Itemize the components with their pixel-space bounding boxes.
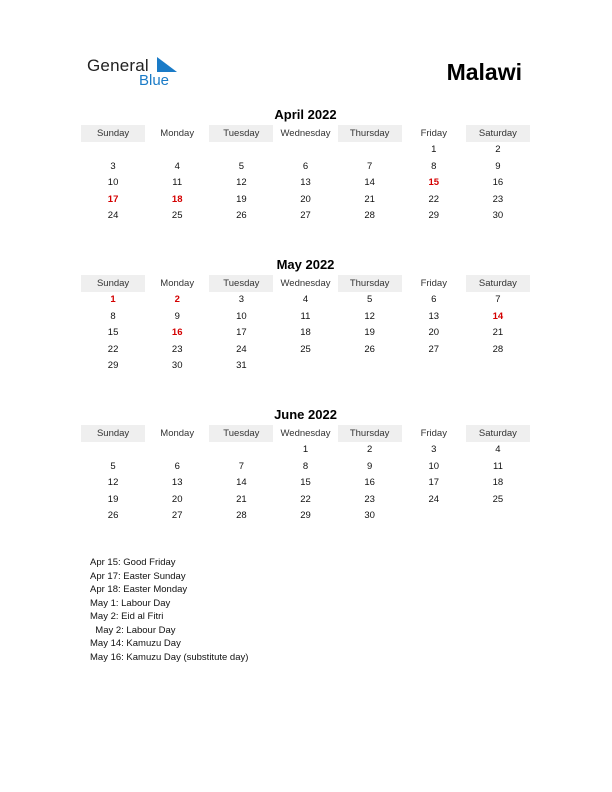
day-cell: 13 bbox=[428, 310, 440, 322]
weekday-header: Friday bbox=[402, 125, 466, 142]
day-cell: 27 bbox=[428, 343, 440, 355]
day-cell: 20 bbox=[428, 327, 440, 338]
weekday-header: Friday bbox=[402, 275, 466, 292]
day-cell: 7 bbox=[495, 294, 501, 305]
day-cell: 26 bbox=[107, 510, 119, 521]
day-cell: 1 bbox=[302, 444, 309, 455]
weekday-header-row bbox=[81, 275, 530, 292]
month-title: April 2022 bbox=[274, 107, 337, 122]
generalblue-logo bbox=[87, 56, 197, 92]
day-cell: 4 bbox=[302, 294, 309, 305]
day-cell: 21 bbox=[492, 327, 504, 338]
weekday-header: Saturday bbox=[478, 428, 517, 439]
day-cell: 16 bbox=[364, 477, 375, 488]
day-cell: 11 bbox=[172, 177, 183, 188]
holiday-day-cell: 1 bbox=[110, 294, 116, 305]
day-grid bbox=[81, 442, 530, 525]
day-cell: 5 bbox=[238, 160, 244, 172]
country-title: Malawi bbox=[446, 59, 522, 85]
day-cell: 4 bbox=[174, 160, 180, 172]
day-cell: 12 bbox=[236, 177, 247, 188]
holiday-list bbox=[90, 556, 248, 664]
day-grid bbox=[81, 142, 530, 225]
day-cell: 9 bbox=[174, 310, 180, 322]
day-cell: 11 bbox=[300, 310, 311, 322]
day-cell: 3 bbox=[238, 294, 244, 305]
day-cell: 24 bbox=[236, 343, 247, 355]
day-cell: 1 bbox=[431, 144, 437, 155]
day-cell: 4 bbox=[495, 444, 501, 455]
day-cell: 12 bbox=[364, 310, 375, 322]
month-may bbox=[81, 256, 530, 375]
day-cell: 22 bbox=[107, 343, 119, 355]
holiday-day-cell: 2 bbox=[174, 294, 180, 305]
empty-day-cell bbox=[81, 442, 145, 459]
day-cell: 15 bbox=[300, 477, 311, 488]
holiday-day-cell: 14 bbox=[492, 310, 504, 322]
day-cell: 6 bbox=[431, 294, 437, 305]
day-cell: 13 bbox=[300, 177, 311, 188]
weekday-header: Tuesday bbox=[223, 128, 260, 139]
holiday-entry: May 2: Eid al Fitri bbox=[90, 611, 164, 622]
weekday-header: Wednesday bbox=[273, 275, 337, 292]
day-cell: 29 bbox=[300, 510, 311, 521]
day-cell: 23 bbox=[492, 193, 504, 205]
day-cell: 10 bbox=[236, 310, 247, 322]
holiday-entry: Apr 17: Easter Sunday bbox=[90, 570, 186, 582]
weekday-header: Sunday bbox=[96, 278, 130, 289]
empty-day-cell bbox=[145, 142, 209, 159]
month-april bbox=[81, 106, 530, 225]
weekday-header: Friday bbox=[402, 425, 466, 442]
day-cell: 30 bbox=[171, 360, 183, 371]
holiday-day-cell: 18 bbox=[171, 193, 183, 205]
day-cell: 10 bbox=[428, 460, 440, 472]
day-cell: 30 bbox=[492, 210, 504, 221]
weekday-header: Wednesday bbox=[273, 425, 337, 442]
day-cell: 3 bbox=[431, 444, 437, 455]
holiday-entry: Apr 15: Good Friday bbox=[90, 557, 176, 568]
logo-triangle-icon bbox=[157, 57, 177, 73]
weekday-header: Sunday bbox=[96, 428, 130, 439]
holiday-entry: May 1: Labour Day bbox=[90, 597, 171, 609]
day-cell: 8 bbox=[110, 310, 116, 322]
day-cell: 28 bbox=[364, 210, 375, 221]
day-cell: 16 bbox=[492, 177, 504, 188]
day-cell: 24 bbox=[107, 210, 119, 221]
weekday-header: Monday bbox=[145, 425, 209, 442]
day-cell: 19 bbox=[107, 493, 119, 505]
weekday-header: Monday bbox=[145, 275, 209, 292]
day-cell: 22 bbox=[300, 493, 311, 505]
day-cell: 14 bbox=[236, 477, 247, 488]
weekday-header: Saturday bbox=[478, 128, 517, 139]
day-cell: 29 bbox=[107, 360, 119, 371]
logo-word-blue: Blue bbox=[139, 72, 170, 89]
month-june bbox=[81, 406, 530, 525]
holiday-day-cell: 15 bbox=[428, 177, 440, 188]
day-cell: 31 bbox=[236, 360, 247, 371]
weekday-header: Tuesday bbox=[223, 278, 260, 289]
empty-day-cell bbox=[209, 142, 273, 159]
day-cell: 18 bbox=[300, 327, 311, 338]
weekday-header: Sunday bbox=[96, 128, 130, 139]
day-cell: 6 bbox=[302, 160, 309, 172]
day-cell: 25 bbox=[492, 493, 504, 505]
empty-day-cell bbox=[209, 442, 273, 459]
holiday-day-cell: 17 bbox=[107, 193, 119, 205]
empty-day-cell bbox=[273, 142, 337, 159]
day-cell: 15 bbox=[107, 327, 119, 338]
holiday-entry: May 14: Kamuzu Day bbox=[90, 638, 181, 649]
day-cell: 22 bbox=[428, 193, 440, 205]
day-cell: 11 bbox=[492, 460, 503, 472]
weekday-header: Thursday bbox=[349, 278, 390, 289]
day-cell: 23 bbox=[171, 343, 183, 355]
month-title: June 2022 bbox=[274, 407, 337, 422]
day-grid bbox=[81, 292, 530, 375]
day-cell: 21 bbox=[236, 493, 247, 505]
day-cell: 28 bbox=[492, 343, 504, 355]
day-cell: 19 bbox=[236, 193, 247, 205]
day-cell: 20 bbox=[171, 493, 183, 505]
day-cell: 7 bbox=[238, 460, 244, 472]
day-cell: 20 bbox=[300, 193, 311, 205]
day-cell: 2 bbox=[366, 444, 373, 455]
day-cell: 17 bbox=[428, 477, 440, 488]
day-cell: 28 bbox=[236, 510, 247, 521]
day-cell: 19 bbox=[364, 327, 375, 338]
day-cell: 13 bbox=[171, 477, 183, 488]
day-cell: 17 bbox=[236, 327, 247, 338]
empty-day-cell bbox=[81, 142, 145, 159]
day-cell: 5 bbox=[110, 460, 116, 472]
weekday-header: Tuesday bbox=[223, 428, 260, 439]
empty-day-cell bbox=[338, 142, 402, 159]
day-cell: 9 bbox=[366, 460, 373, 472]
day-cell: 7 bbox=[366, 160, 373, 172]
day-cell: 12 bbox=[107, 477, 119, 488]
month-title: May 2022 bbox=[276, 257, 335, 272]
day-cell: 23 bbox=[364, 493, 375, 505]
day-cell: 10 bbox=[107, 177, 119, 188]
empty-day-cell bbox=[145, 442, 209, 459]
holiday-day-cell: 16 bbox=[171, 327, 183, 338]
weekday-header-row bbox=[81, 425, 530, 442]
day-cell: 8 bbox=[431, 160, 437, 172]
day-cell: 9 bbox=[495, 160, 501, 172]
day-cell: 21 bbox=[364, 193, 375, 205]
day-cell: 27 bbox=[171, 510, 183, 521]
day-cell: 14 bbox=[364, 177, 375, 188]
logo-word-general: General bbox=[87, 56, 149, 75]
holiday-entry: May 2: Labour Day bbox=[90, 624, 176, 636]
weekday-header: Saturday bbox=[478, 278, 517, 289]
day-cell: 25 bbox=[171, 210, 183, 221]
weekday-header: Wednesday bbox=[273, 125, 337, 142]
day-cell: 26 bbox=[236, 210, 247, 221]
day-cell: 6 bbox=[174, 460, 180, 472]
holiday-entry: Apr 18: Easter Monday bbox=[90, 584, 188, 595]
day-cell: 26 bbox=[364, 343, 375, 355]
weekday-header: Monday bbox=[145, 125, 209, 142]
weekday-header-row bbox=[81, 125, 530, 142]
day-cell: 3 bbox=[110, 160, 116, 172]
day-cell: 29 bbox=[428, 210, 440, 221]
day-cell: 24 bbox=[428, 493, 440, 505]
weekday-header: Thursday bbox=[349, 428, 390, 439]
weekday-header: Thursday bbox=[349, 128, 390, 139]
day-cell: 2 bbox=[495, 144, 501, 155]
day-cell: 5 bbox=[366, 294, 373, 305]
day-cell: 27 bbox=[300, 210, 311, 221]
day-cell: 30 bbox=[364, 510, 375, 521]
day-cell: 18 bbox=[492, 477, 504, 488]
day-cell: 25 bbox=[300, 343, 311, 355]
holiday-entry: May 16: Kamuzu Day (substitute day) bbox=[90, 651, 249, 663]
day-cell: 8 bbox=[302, 460, 309, 472]
